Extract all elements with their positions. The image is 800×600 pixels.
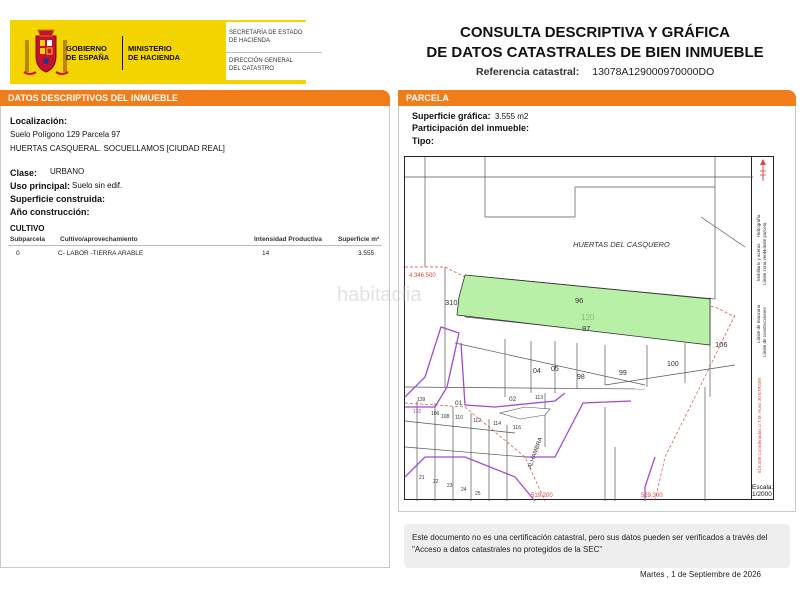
localizacion-label: Localización: xyxy=(10,116,68,126)
cell-subparcela: 0 xyxy=(16,250,20,257)
bottom-num-25: 25 xyxy=(475,491,481,497)
map-legend xyxy=(752,156,774,500)
ref-label: Referencia catastral: xyxy=(476,66,580,78)
legend-hidrografia: Hidrografía xyxy=(756,214,761,237)
legend-zona-verde: Límite zona verde xyxy=(762,249,767,285)
cell-superficie: 3.555 xyxy=(358,250,375,257)
min-line1: MINISTERIO xyxy=(128,44,172,53)
dir-line1: DIRECCIÓN GENERAL xyxy=(229,58,294,64)
north-arrow-icon xyxy=(760,159,766,181)
clase-row xyxy=(10,168,37,178)
watermark: habitaclia xyxy=(337,284,422,306)
clase-label: Clase: xyxy=(10,168,38,178)
cell-intensidad: 14 xyxy=(262,250,270,257)
parcel-05-label: 05 xyxy=(551,366,559,373)
coord-left-label: 4.346.500 xyxy=(409,273,436,279)
col-subparcela: Subparcela xyxy=(10,236,46,243)
small-132: 132 xyxy=(413,409,422,415)
parcel-04-label: 04 xyxy=(533,368,541,375)
uso-label: Uso principal: xyxy=(10,181,71,191)
cell-cultivo: C- LABOR -TIERRA ARABLE xyxy=(58,250,144,257)
document-date: Martes , 1 de Septiembre de 2026 xyxy=(640,570,761,579)
parcel-97-label: 97 xyxy=(582,324,591,333)
parcel-100-label: 100 xyxy=(667,361,679,368)
coord-bottom-1: 519.200 xyxy=(531,493,553,499)
uso-value: Suelo sin edif. xyxy=(72,181,123,190)
sup-grafica-label: Superficie gráfica: xyxy=(412,111,491,121)
bottom-num-23: 23 xyxy=(447,483,453,489)
sec-line1: SECRETARÍA DE ESTADO xyxy=(229,30,303,36)
small-139: 139 xyxy=(417,397,426,403)
parcel-01-label: 01 xyxy=(455,400,463,407)
disclaimer-box xyxy=(404,524,790,568)
legend-limite-construcciones: Límite de construcciones xyxy=(762,307,767,357)
scale-box xyxy=(752,484,776,500)
bottom-num-21: 21 xyxy=(419,475,425,481)
small-106: 106 xyxy=(431,411,440,417)
bottom-num-22: 22 xyxy=(433,479,439,485)
highlighted-parcel[interactable] xyxy=(457,275,710,345)
coord-bottom-2: 519.300 xyxy=(641,493,663,499)
parcel-310-label: 310 xyxy=(445,298,458,307)
anio-label: Año construcción: xyxy=(10,207,90,217)
loc-line2: HUERTAS CASQUERAL. SOCUELLAMOS [CIUDAD REAL] xyxy=(10,144,225,153)
sup-construida-label: Superficie construida: xyxy=(10,194,106,204)
legend-limite-parcela: Límite parcela xyxy=(762,222,767,251)
coat-of-arms-icon xyxy=(22,28,70,78)
left-section-bar: DATOS DESCRIPTIVOS DEL INMUEBLE xyxy=(0,90,390,106)
small-114: 114 xyxy=(493,421,501,427)
min-line2: DE HACIENDA xyxy=(128,53,181,62)
bottom-num-24: 24 xyxy=(461,487,467,493)
parcel-120-label: 120 xyxy=(581,313,595,322)
parcel-02-label: 02 xyxy=(509,396,517,403)
tipo-label: Tipo: xyxy=(412,136,434,146)
doc-title-line1: CONSULTA DESCRIPTIVA Y GRÁFICA xyxy=(459,24,730,41)
loc-line1: Suelo Polígono 129 Parcela 97 xyxy=(10,130,121,139)
cultivo-title: CULTIVO xyxy=(10,224,45,233)
parcel-99-label: 99 xyxy=(619,370,627,377)
col-cultivo: Cultivo/aprovechamiento xyxy=(60,236,138,243)
street-name-label: ALHAMBRA xyxy=(527,436,545,470)
coords-note: 519.400 Coordenadas U.T.M. Huso 30 ETRS89 xyxy=(757,377,762,473)
col-intensidad: Intensidad Productiva xyxy=(254,236,322,243)
cultivo-table-header xyxy=(8,234,382,246)
clase-value: URBANO xyxy=(50,167,85,176)
sup-grafica-value: 3.555 m2 xyxy=(495,112,529,121)
gov-line1: GOBIERNO xyxy=(66,44,107,53)
right-section-bar: PARCELA xyxy=(398,90,796,106)
disclaimer-text: Este documento no es una certificación catastral, pero sus datos pueden ser verificados a través del "Acceso a datos catastrales no protegidos de la SEC" xyxy=(412,533,768,554)
small-110: 110 xyxy=(455,415,463,421)
scale-label: Escala: xyxy=(752,484,774,491)
scale-value: 1/2000 xyxy=(752,491,772,498)
small-116: 116 xyxy=(513,425,521,431)
place-name-label: HUERTAS DEL CASQUERO xyxy=(573,240,670,249)
parcel-106-label: 106 xyxy=(715,340,728,349)
participacion-label: Participación del inmueble: xyxy=(412,123,530,133)
secretaria-block xyxy=(226,22,322,80)
dir-line2: DEL CATASTRO xyxy=(229,65,274,72)
col-superficie: Superficie m² xyxy=(338,236,380,243)
ref-value: 13078A129000970000DO xyxy=(592,66,715,78)
legend-drawing xyxy=(752,157,774,501)
sec-line2: DE HACIENDA xyxy=(229,37,271,44)
parcel-96-label: 96 xyxy=(575,296,584,305)
small-112: 112 xyxy=(473,418,481,424)
legend-limite-manzana: Límite de manzana xyxy=(756,304,761,343)
parcel-98-label: 98 xyxy=(577,374,585,381)
reference-line xyxy=(476,66,714,78)
legend-mobiliario: Mobiliario y aceras xyxy=(756,243,761,281)
table-row xyxy=(8,250,382,262)
small-113: 113 xyxy=(535,395,543,401)
small-108: 108 xyxy=(441,414,450,420)
doc-title-line2: DE DATOS CATASTRALES DE BIEN INMUEBLE xyxy=(426,44,764,61)
gov-line2: DE ESPAÑA xyxy=(66,53,110,62)
